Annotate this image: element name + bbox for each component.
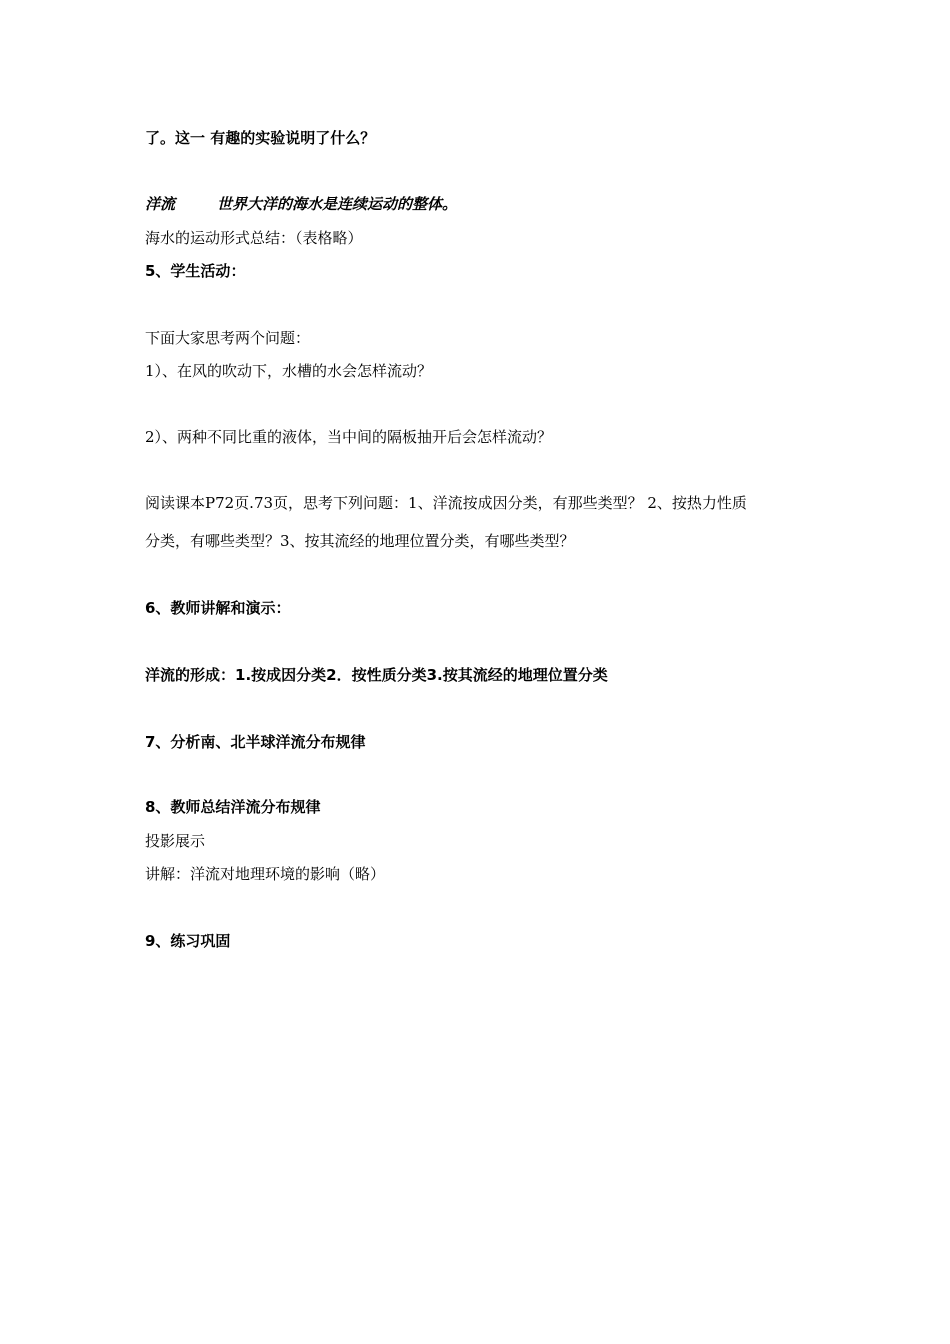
reading-task-line-2: 分类，有哪些类型？3、按其流经的地理位置分类，有哪些类型？ bbox=[145, 532, 575, 550]
section-9-heading: 9、练习巩固 bbox=[145, 932, 231, 950]
definition-text: 世界大洋的海水是连续运动的整体。 bbox=[217, 195, 458, 213]
section-8-heading: 8、教师总结洋流分布规律 bbox=[145, 798, 321, 816]
question-1: 1）、在风的吹动下，水槽的水会怎样流动？ bbox=[145, 362, 433, 380]
reading-task-line-1: 阅读课本P72页.73页，思考下列问题：1、洋流按成因分类，有那些类型？ 2、按热力性质 bbox=[145, 494, 747, 512]
section-6-heading: 6、教师讲解和演示： bbox=[145, 599, 291, 617]
term-ocean-current: 洋流 bbox=[145, 195, 176, 213]
water-movement-summary: 海水的运动形式总结：（表格略） bbox=[145, 229, 363, 247]
explanation-line: 讲解：洋流对地理环境的影响（略） bbox=[145, 865, 386, 883]
projection-display: 投影展示 bbox=[145, 832, 206, 850]
section-7-heading: 7、分析南、北半球洋流分布规律 bbox=[145, 733, 366, 751]
section-5-heading: 5、学生活动： bbox=[145, 262, 246, 280]
experiment-question: 了。这一 有趣的实验说明了什么？ bbox=[145, 129, 376, 147]
think-prompt: 下面大家思考两个问题： bbox=[145, 329, 311, 347]
question-2: 2）、两种不同比重的液体，当中间的隔板抽开后会怎样流动？ bbox=[145, 428, 553, 446]
ocean-current-definition bbox=[145, 194, 457, 214]
current-formation-classification: 洋流的形成：1.按成因分类2．按性质分类3.按其流经的地理位置分类 bbox=[145, 666, 608, 684]
